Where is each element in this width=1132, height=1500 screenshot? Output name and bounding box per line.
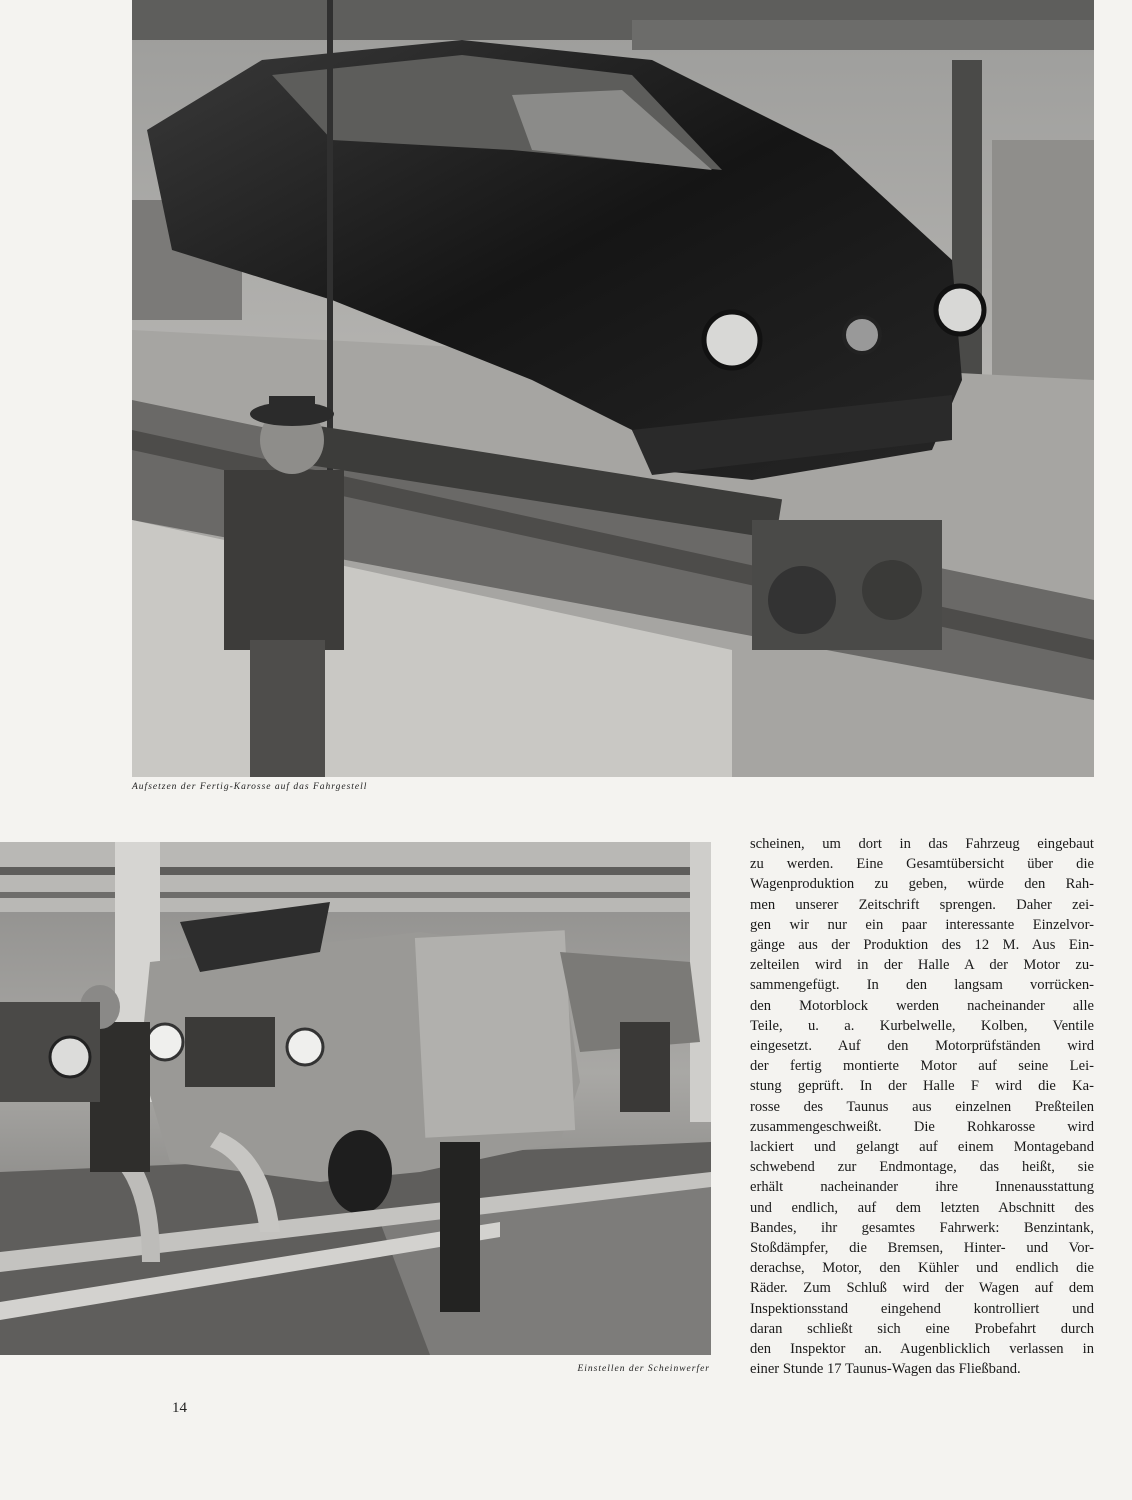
article-line: Wagenproduktion zu geben, würde den Rah- [750, 876, 1094, 893]
article-line: gen wir nur ein paar interessante Einzelvor- [750, 916, 1094, 933]
article-line: Stoßdämpfer, die Bremsen, Hinter- und Vor- [750, 1240, 1094, 1257]
article-line: lackiert und gelangt auf einem Montageband [750, 1139, 1094, 1156]
article-line: erhält nacheinander ihre Innenausstattung [750, 1179, 1094, 1196]
photo-body-mounting [132, 0, 1094, 777]
article-line: sammengefügt. In den langsam vorrücken- [750, 977, 1094, 994]
article-line: stung geprüft. In der Halle F wird die Ka- [750, 1078, 1094, 1095]
article-line: Bandes, ihr gesamtes Fahrwerk: Benzintank, [750, 1219, 1094, 1236]
article-line: rosse des Taunus aus einzelnen Preßteilen [750, 1098, 1094, 1115]
article-line: men unserer Zeitschrift sprengen. Daher zei- [750, 896, 1094, 913]
photo-headlight-adjustment-image [0, 842, 711, 1355]
article-line: eingesetzt. Auf den Motorprüfständen wird [750, 1038, 1094, 1055]
article-line: Teile, u. a. Kurbelwelle, Kolben, Ventile [750, 1017, 1094, 1034]
page-number: 14 [172, 1400, 187, 1416]
article-line: schwebend zur Endmontage, das heißt, sie [750, 1159, 1094, 1176]
article-line: Inspektionsstand eingehend kontrolliert und [750, 1300, 1094, 1317]
article-line: Räder. Zum Schluß wird der Wagen auf dem [750, 1280, 1094, 1297]
article-text-column [750, 834, 1094, 1379]
article-line: zelteilen wird in der Halle A der Motor zu- [750, 957, 1094, 974]
caption-headlight-adjustment: Einstellen der Scheinwerfer [577, 1364, 710, 1374]
article-line: zusammengeschweißt. Die Rohkarosse wird [750, 1118, 1094, 1135]
caption-body-mounting: Aufsetzen der Fertig-Karosse auf das Fahrgestell [132, 782, 368, 792]
photo-headlight-adjustment [0, 842, 711, 1355]
photo-body-mounting-image [132, 0, 1094, 777]
article-line: den Motorblock werden nacheinander alle [750, 997, 1094, 1014]
article-line: scheinen, um dort in das Fahrzeug eingebaut [750, 836, 1094, 852]
article-line: derachse, Motor, den Kühler und endlich die [750, 1260, 1094, 1277]
article-line: einer Stunde 17 Taunus-Wagen das Fließband. [750, 1361, 1021, 1378]
article-line: und endlich, auf dem letzten Abschnitt des [750, 1199, 1094, 1216]
article-line: gänge aus der Produktion des 12 M. Aus Ein- [750, 937, 1094, 954]
article-line: zu werden. Eine Gesamtübersicht über die [750, 856, 1094, 873]
article-line: den Inspektor an. Augenblicklich verlassen in [750, 1341, 1094, 1358]
article-line: der fertig montierte Motor auf seine Lei- [750, 1058, 1094, 1075]
article-line: daran schließt sich eine Probefahrt durch [750, 1320, 1094, 1337]
